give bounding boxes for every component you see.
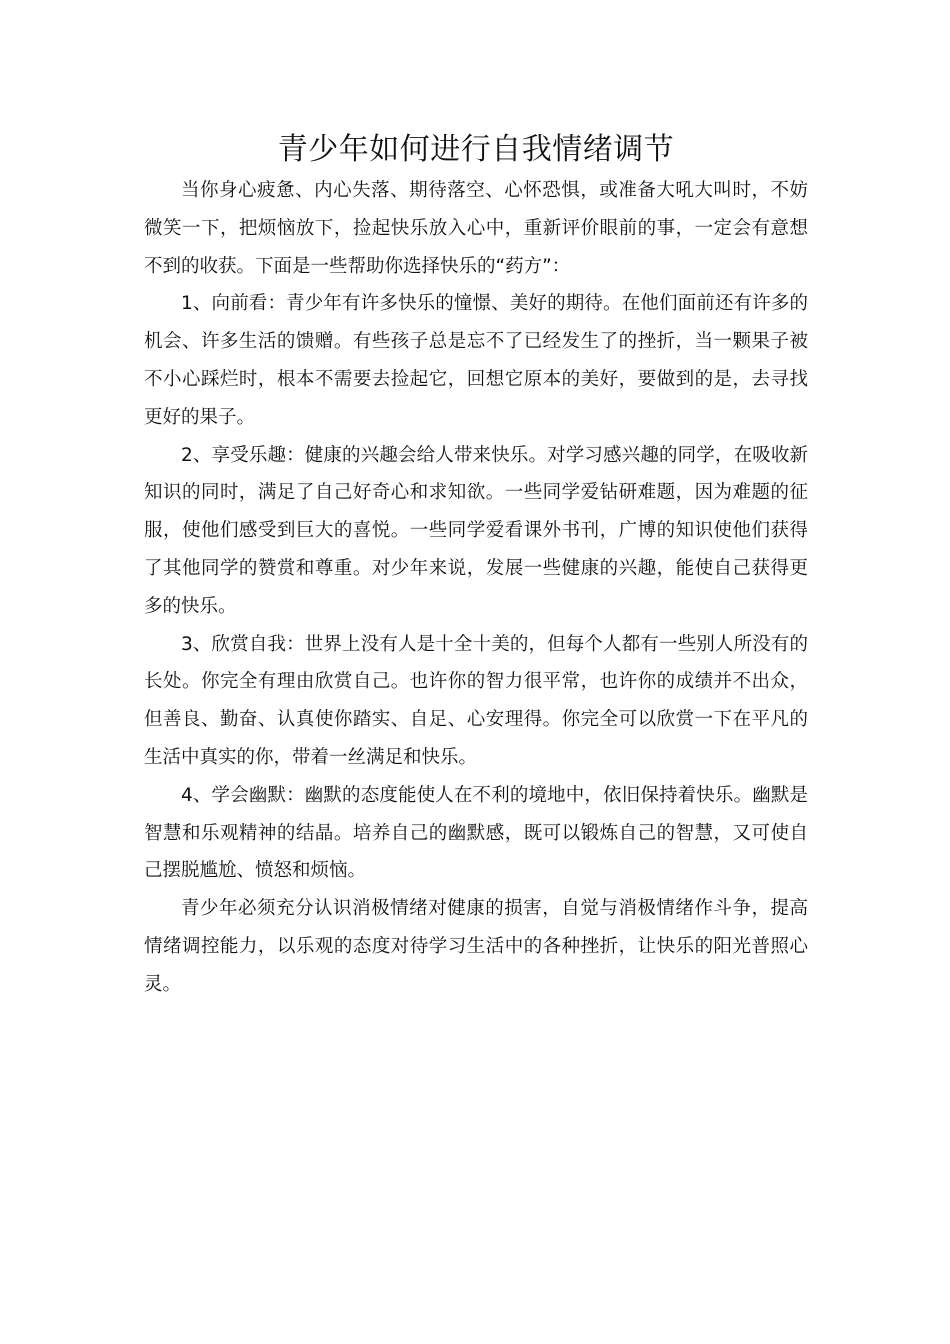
document-body (144, 128, 808, 1004)
document-title: 青少年如何进行自我情绪调节 (277, 132, 675, 167)
tip-enjoy-interests-paragraph: 2、享受乐趣：健康的兴趣会给人带来快乐。对学习感兴趣的同学，在吸收新知识的同时，满足了自己好奇心和求知欲。一些同学爱钻研难题，因为难题的征服，使他们感受到巨大的喜悦。一些同学爱看课外书刊，广博的知识使他们获得了其他同学的赞赏和尊重。对少年来说，发展一些健康的兴趣，能使自己获得更多的快乐。 (144, 444, 808, 617)
tip-appreciate-self-paragraph: 3、欣赏自我：世界上没有人是十全十美的，但每个人都有一些别人所没有的长处。你完全有理由欣赏自己。也许你的智力很平常，也许你的成绩并不出众，但善良、勤奋、认真使你踏实、自足、心安理得。你完全可以欣赏一下在平凡的生活中真实的你，带着一丝满足和快乐。 (144, 633, 808, 768)
intro-paragraph: 当你身心疲惫、内心失落、期待落空、心怀恐惧，或准备大吼大叫时，不妨微笑一下，把烦恼放下，捡起快乐放入心中，重新评价眼前的事，一定会有意想不到的收获。下面是一些帮助你选择快乐的“药方”： (144, 180, 808, 277)
tip-humor-paragraph: 4、学会幽默：幽默的态度能使人在不利的境地中，依旧保持着快乐。幽默是智慧和乐观精神的结晶。培养自己的幽默感，既可以锻炼自己的智慧，又可使自己摆脱尴尬、愤怒和烦恼。 (144, 784, 808, 882)
conclusion-paragraph: 青少年必须充分认识消极情绪对健康的损害，自觉与消极情绪作斗争，提高情绪调控能力，以乐观的态度对待学习生活中的各种挫折，让快乐的阳光普照心灵。 (144, 898, 808, 995)
tip-look-forward-paragraph: 1、向前看：青少年有许多快乐的憧憬、美好的期待。在他们面前还有许多的机会、许多生活的馈赠。有些孩子总是忘不了已经发生了的挫折，当一颗果子被不小心踩烂时，根本不需要去捡起它，回想它原本的美好，要做到的是，去寻找更好的果子。 (144, 293, 808, 428)
